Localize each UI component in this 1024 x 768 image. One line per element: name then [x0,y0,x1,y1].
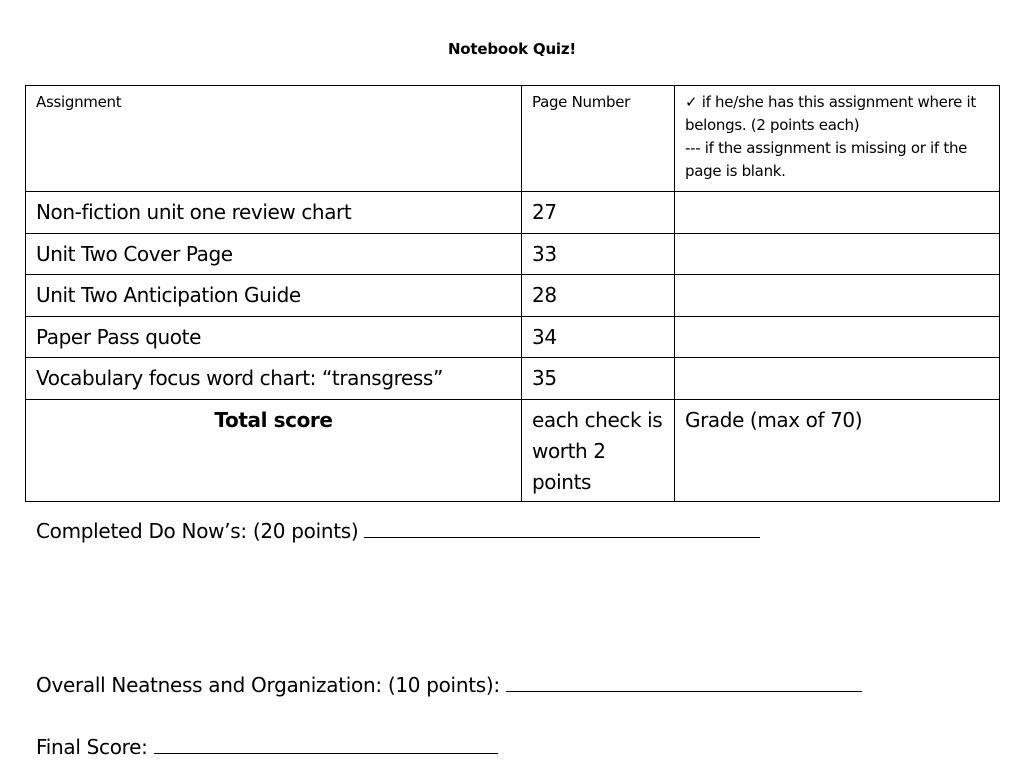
assignment-cell: Non-fiction unit one review chart [26,192,522,234]
neatness-label: Overall Neatness and Organization: (10 points): [36,673,500,697]
do-nows-label: Completed Do Now’s: (20 points) [36,519,359,543]
check-cell[interactable] [675,275,1000,317]
table-row [26,358,1000,400]
page-number-cell: 35 [522,358,675,400]
assignment-cell: Unit Two Cover Page [26,233,522,275]
page-number-cell: 33 [522,233,675,275]
table-header-row [26,86,1000,192]
page-number-cell: 27 [522,192,675,234]
check-cell[interactable] [675,358,1000,400]
do-nows-blank[interactable] [364,517,760,538]
table-row [26,275,1000,317]
check-cell[interactable] [675,233,1000,275]
assignment-header: Assignment [26,86,522,192]
quiz-table [25,85,1000,502]
check-cell[interactable] [675,192,1000,234]
check-instructions-header [675,86,1000,192]
final-score-field [36,733,498,759]
do-nows-field [36,517,760,543]
final-score-label: Final Score: [36,735,148,759]
page-number-cell: 28 [522,275,675,317]
total-score-label: Total score [26,399,522,501]
points-note: each check is worth 2 points [522,399,675,501]
neatness-field [36,671,862,697]
check-cell[interactable] [675,316,1000,358]
page-number-cell: 34 [522,316,675,358]
grade-label: Grade (max of 70) [675,399,1000,501]
neatness-blank[interactable] [506,671,862,692]
check-instruction: ✓ if he/she has this assignment where it belongs. (2 points each) [685,93,976,134]
table-row [26,192,1000,234]
page-title: Notebook Quiz! [447,40,577,58]
assignment-cell: Paper Pass quote [26,316,522,358]
page-number-header: Page Number [522,86,675,192]
total-row [26,399,1000,501]
table-row [26,233,1000,275]
assignment-cell: Vocabulary focus word chart: “transgress” [26,358,522,400]
missing-instruction: --- if the assignment is missing or if the page is blank. [685,139,968,180]
assignment-cell: Unit Two Anticipation Guide [26,275,522,317]
final-score-blank[interactable] [154,733,498,754]
table-row [26,316,1000,358]
